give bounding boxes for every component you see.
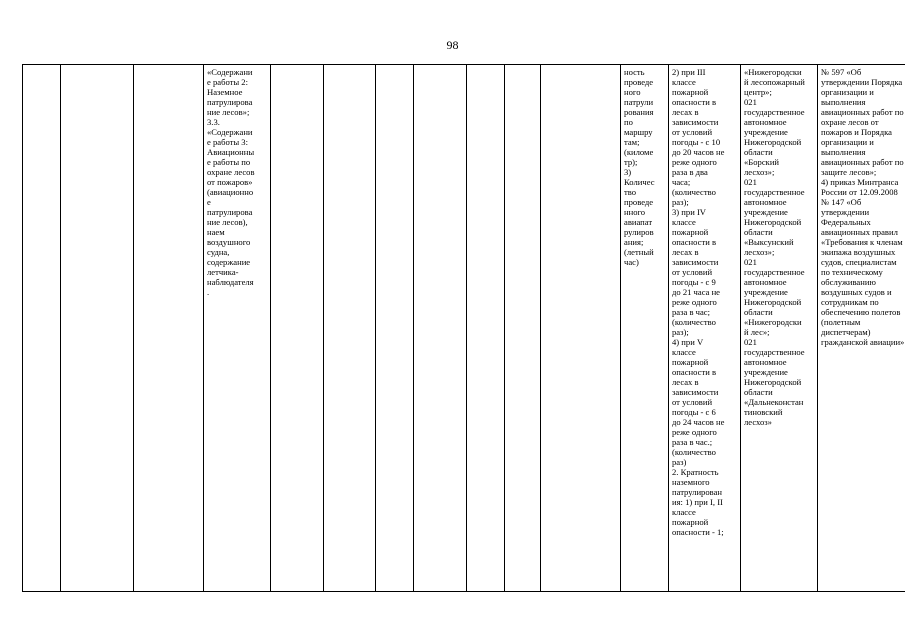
table-cell-frequency: 2) при III классе пожарной опасности в лесах в зависимости от условий погоды - с 10 до 20 часов не реже одного раза в два часа; (количество раз); 3) при IV классе пожарной опасности в лесах в зависимости от условий погоды - с 9 до 21 часа не реже одного раза в час; (количество раз); 4) при V классе пожарной опасности в лесах в зависимости от условий погоды - с 6 до 24 часов не реже одного раза в час.; (количество раз) 2. Кратность наземного патрулирован ия: 1) при I, II классе пожарной опасности - 1;: [669, 65, 741, 592]
table-cell-11: [541, 65, 621, 592]
table-cell-7: [376, 65, 414, 592]
table-cell-8: [414, 65, 467, 592]
table-cell-5: [271, 65, 324, 592]
table-cell-6: [324, 65, 376, 592]
table-cell-10: [505, 65, 541, 592]
table-cell-9: [467, 65, 505, 592]
table-cell-legal-acts: № 597 «Об утверждении Порядка организации и выполнения авиационных работ по охране лесов от пожаров и Порядка организации и выполнения авиационных работ по защите лесов»; 4) приказ Минтранса России от 12.09.2008 № 147 «Об утверждении Федеральных авиационных правил «Требования к членам экипажа воздушных судов, специалистам по техническому обслуживанию воздушных судов и сотрудникам по обеспечению полетов (полетным диспетчерам) гражданской авиации»: [818, 65, 905, 592]
table-cell-work-content: «Содержани е работы 2: Наземное патрулирова ние лесов»; 3.3. «Содержани е работы 3: Авиационны е работы по охране лесов от пожаров» (авиационно е патрулирова ние лесов), наем воздушного судна, содержание летчика- наблюдателя .: [204, 65, 271, 592]
document-table: [22, 64, 905, 592]
table-row: [23, 65, 905, 592]
table-cell-indicators: ность проведе ного патрули рования по маршру там; (киломе тр); 3) Количес тво проведе нного авиапат рулиров ания; (летный час): [621, 65, 669, 592]
page-number: 98: [446, 38, 459, 52]
table-cell-institutions: «Нижегородски й лесопожарный центр»; 021 государственное автономное учреждение Нижегородской области «Борский лесхоз»; 021 государственное автономное учреждение Нижегородской области «Выксунский лесхоз»; 021 государственное автономное учреждение Нижегородской области «Нижегородски й лес»; 021 государственное автономное учреждение Нижегородской области «Дальнеконстан тиновский лесхоз»: [741, 65, 818, 592]
table-cell-2: [61, 65, 134, 592]
table-cell-3: [134, 65, 204, 592]
table-cell-1: [23, 65, 61, 592]
